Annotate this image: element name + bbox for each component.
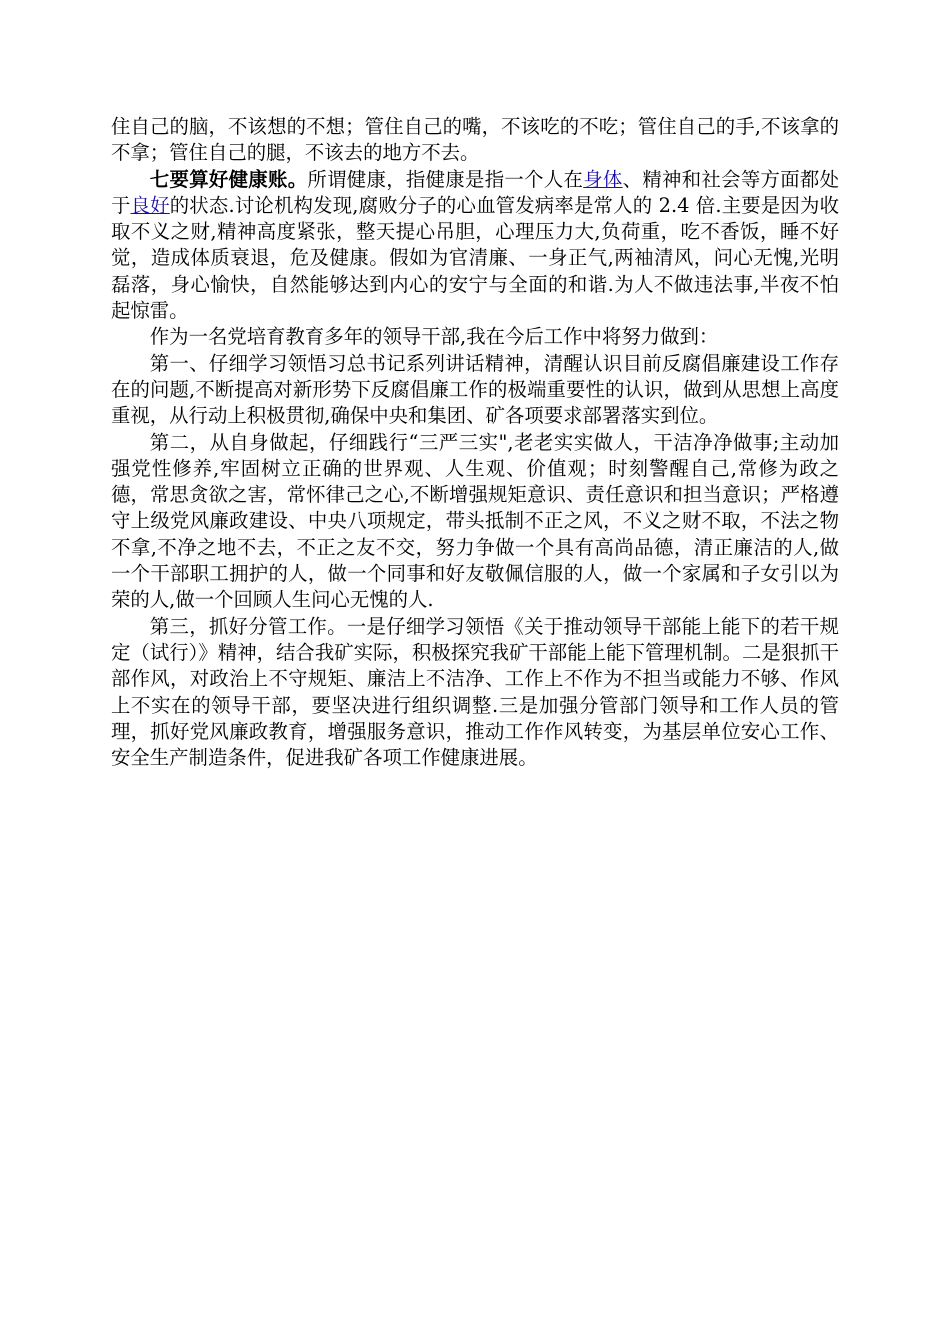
paragraph-continuation: 住自己的脑，不该想的不想；管住自己的嘴，不该吃的不吃；管住自己的手,不该拿的不拿；管住自己的腿，不该去的地方不去。: [111, 115, 839, 165]
paragraph-second: 第二，从自身做起，仔细践行“三严三实",老老实实做人，干洁净净做事;主动加强党性修养,牢固树立正确的世界观、人生观、价值观；时刻警醒自己,常修为政之德，常思贪欲之害，常怀律己之心,不断增强规矩意识、责任意识和担当意识；严格遵守上级党风廉政建设、中央八项规定，带头抵制不正之风，不义之财不取，不法之物不拿,不净之地不去，不正之友不交，努力争做一个具有高尚品德，清正廉洁的人,做一个干部职工拥护的人，做一个同事和好友敬佩信服的人，做一个家属和子女引以为荣的人,做一个回顾人生问心无愧的人.: [111, 430, 839, 612]
paragraph-third: 第三，抓好分管工作。一是仔细学习领悟《关于推动领导干部能上能下的若干规定（试行）》精神，结合我矿实际，积极探究我矿干部能上能下管理机制。二是狠抓干部作风，对政治上不守规矩、廉洁上不洁净、工作上不作为不担当或能力不够、作风上不实在的领导干部，要坚决进行组织调整.三是加强分管部门领导和工作人员的管理，抓好党风廉政教育，增强服务意识，推动工作作风转变，为基层单位安心工作、安全生产制造条件，促进我矿各项工作健康进展。: [111, 614, 839, 770]
paragraph-text: 所谓健康，指健康是指一个人在: [307, 167, 584, 191]
paragraph-first: 第一、仔细学习领悟习总书记系列讲话精神，清醒认识目前反腐倡廉建设工作存在的问题,不断提高对新形势下反腐倡廉工作的极端重要性的认识，做到从思想上高度重视，从行动上积极贯彻,确保中央和集团、矿各项要求部署落实到位。: [111, 351, 839, 428]
document-body: [111, 114, 839, 771]
paragraph-text: 的状态.讨论机构发现,腐败分子的心血管发病率是常人的 2.4 倍.主要是因为收取不义之财,精神高度紧张，整天提心吊胆，心理压力大,负荷重，吃不香饭，睡不好觉，造成体质衰退，危及健康。假如为官清廉、一身正气,两袖清风，问心无愧,光明磊落，身心愉快，自然能够达到内心的安宁与全面的和谐.为人不做违法事,半夜不怕起惊雷。: [111, 193, 840, 323]
paragraph-intro: 作为一名党培育教育多年的领导干部,我在今后工作中将努力做到：: [149, 325, 719, 349]
link-body[interactable]: 身体: [583, 167, 623, 191]
link-good[interactable]: 良好: [130, 193, 170, 217]
paragraph-text: 、精神和社会等方面都处于: [111, 167, 840, 217]
paragraph-health: [111, 167, 839, 325]
section-heading-health: 七要算好健康账。: [149, 167, 308, 191]
